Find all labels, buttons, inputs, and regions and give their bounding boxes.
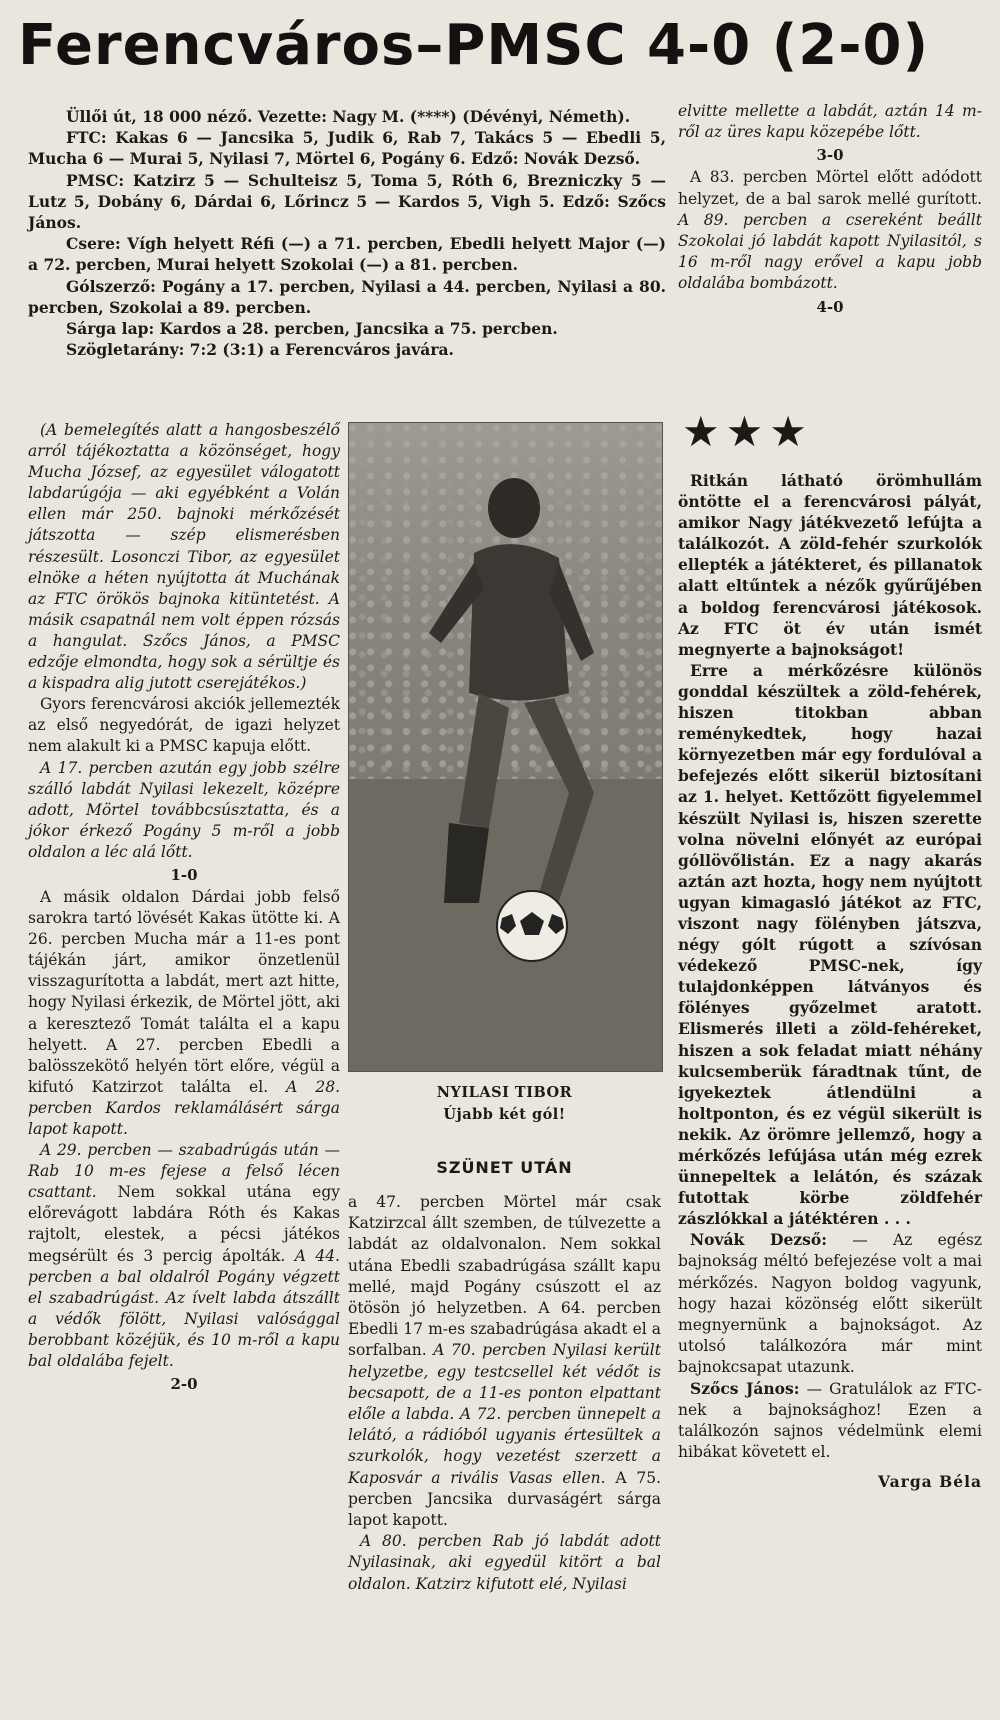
- paragraph-text: A 44. percben a bal oldalról Pogány végzett el szabadrúgást. Az ívelt labda átszállt a védők fölött, Nyilasi valósággal berobbant közéjük, és 10 m-ről a kapu bal oldalába fejelt.: [28, 1246, 340, 1371]
- article-column-2: [348, 1192, 661, 1595]
- paragraph: elvitte mellette a labdát, aztán 14 m-ről az üres kapu közepébe lőtt.: [678, 102, 982, 142]
- stats-venue: Üllői út, 18 000 néző. Vezette: Nagy M. (****) (Dévényi, Németh).: [66, 107, 631, 126]
- score-marker: 2-0: [170, 1375, 198, 1394]
- stats-ftc-lineup: FTC: Kakas 6 — Jancsika 5, Judik 6, Rab 7, Takács 5 — Ebedli 5, Mucha 6 — Murai 5, Nyilasi 7, Mörtel 6, Pogány 6. Edző: Novák Dezső.: [28, 128, 666, 169]
- caption-text: Újabb két gól!: [443, 1106, 566, 1123]
- stats-substitutions: Csere: Vígh helyett Réfi (—) a 71. percben, Ebedli helyett Major (—) a 72. percben, Murai helyett Szokolai (—) a 81. percben.: [28, 234, 666, 275]
- paragraph-text: A 70. percben Nyilasi került helyzetbe, egy testcsellel két védőt is becsapott, de a 11-es ponton elpattant előle a labda. A 72. percben ünnepelt a lelátó, a rádióból ugyanis értesültek a szurkolók, hogy vezetést szerzett a Kaposvár a rivális Vasas ellen.: [348, 1341, 661, 1487]
- stats-yellow-cards: Sárga lap: Kardos a 28. percben, Jancsika a 75. percben.: [66, 319, 558, 339]
- paragraph-text: A 89. percben a csereként beállt Szokolai jó labdát kapott Nyilasitól, s 16 m-ről nagy erővel a kapu jobb oldalába bombázott.: [678, 210, 982, 293]
- match-stats: [28, 106, 666, 360]
- paragraph: [28, 1140, 340, 1372]
- headline: Ferencváros–PMSC 4-0 (2-0): [18, 13, 930, 78]
- paragraph-text: A 83. percben Mörtel előtt adódott helyzet, de a bal sarok mellé gurított.: [678, 168, 982, 208]
- stats-corners: Szögletarány: 7:2 (3:1) a Ferencváros javára.: [66, 340, 454, 360]
- quote-speaker: Novák Dezső:: [690, 1230, 827, 1250]
- score-marker: 1-0: [170, 865, 198, 884]
- paragraph: A 17. percben azután egy jobb szélre szálló labdát Nyilasi lekezelt, középre adott, Mörtel továbbcsúsztatta, és a jókor érkező Pogány 5 m-ről a jobb oldalon a léc alá lőtt.: [28, 758, 340, 861]
- paragraph: Gyors ferencvárosi akciók jellemezték az első negyedórát, de igazi helyzet nem alakult ki a PMSC kapuja előtt.: [28, 695, 340, 756]
- stats-pmsc-lineup: PMSC: Katzirz 5 — Schulteisz 5, Toma 5, Róth 6, Brezniczky 5 — Lutz 5, Dobány 6, Dárdai 6, Lőrincz 5 — Kardos 5, Vigh 5. Edző: Szőcs János.: [28, 170, 666, 233]
- paragraph: [678, 167, 982, 294]
- article-column-3-top: [678, 101, 982, 319]
- paragraph: Ritkán látható örömhullám öntötte el a ferencvárosi pályát, amikor Nagy játékvezető lefújta a találkozót. A zöld-fehér szurkolók ellepték a játékteret, és pillanatok alatt eltűntek a nézők gyűrűjében a boldog ferencvárosi játékosok. Az FTC öt év után ismét megnyerte a bajnokságot!: [678, 471, 982, 659]
- quote-paragraph: [678, 1229, 982, 1378]
- paragraph-text: A 29. percben — szabadrúgás után — Rab 10 m-es fejese a felső lécen csattant.: [28, 1141, 340, 1202]
- quote-speaker: Szőcs János:: [690, 1379, 800, 1399]
- paragraph-text: a 47. percben Mörtel már csak Katzirzcal állt szemben, de túlvezette a labdát az oldalvonalon. Nem sokkal utána Ebedli szabadrúgása szállt kapu mellé, majd Pogány csúszott el az ötösön jó helyzetben. A 64. percben Ebedli 17 m-es szabadrúgása akadt el a sorfalban.: [348, 1193, 661, 1360]
- paragraph-text: A 28. percben Kardos reklamálásért sárga lapot kapott.: [28, 1077, 340, 1138]
- rating-stars: ★★★: [682, 407, 813, 456]
- author-byline: Varga Béla: [878, 1472, 982, 1492]
- paragraph-text: A 75. percben Jancsika durvaságért sárga lapot kapott.: [348, 1468, 662, 1530]
- player-photo: [348, 422, 663, 1072]
- score-marker: 3-0: [816, 146, 844, 165]
- paragraph: [348, 1192, 661, 1531]
- quote-text: — Gratulálok az FTC-nek a bajnoksághoz! Ezen a találkozón sajnos védelmünk elemi hibákat követett el.: [678, 1380, 982, 1462]
- quote-paragraph: [678, 1378, 982, 1463]
- football-icon: [494, 888, 570, 964]
- subhead-second-half: SZÜNET UTÁN: [436, 1158, 573, 1177]
- photo-caption: [348, 1082, 661, 1126]
- intro-paragraph: (A bemelegítés alatt a hangosbeszélő arról tájékoztatta a közönséget, hogy Mucha József, az egyesület válogatott labdarúgója — aki egyébként a Volán ellen már 250. bajnoki mérkőzését játszotta — szép elismerésben részesült. Losonczi Tibor, az egyesület elnöke a héten nyújtotta át Muchának az FTC örökös bajnoka kitüntetést. A másik csapatnál nem volt éppen rózsás a hangulat. Szőcs János, a PMSC edzője elmondta, hogy sok a sérültje és a kispadra alig jutott cserejátékos.): [28, 421, 340, 693]
- paragraph-text: Nem sokkal utána egy előrevágott labdára Róth és Kakas rajtolt, elestek, a pécsi játékos megsérült és 3 percig ápolták.: [28, 1183, 340, 1265]
- stats-scorers: Gólszerző: Pogány a 17. percben, Nyilasi a 44. percben, Nyilasi a 80. percben, Szokolai a 89. percben.: [28, 276, 666, 317]
- paragraph-text: A másik oldalon Dárdai jobb felső sarokra tartó lövését Kakas ütötte ki. A 26. percben Mucha már a 11-es pont tájékán járt, amikor önzetlenül visszagurította a labdát, mert azt hitte, hogy Nyilasi érkezik, de Mörtel jött, aki a keresztező Tomát találta el a kapu helyett. A 27. percben Ebedli a balösszekötő helyén tört előre, végül a kifutó Katzirzot találta el.: [28, 887, 340, 1096]
- paragraph: A 80. percben Rab jó labdát adott Nyilasinak, aki egyedül kitört a bal oldalon. Katzirz kifutott elé, Nyilasi: [348, 1532, 661, 1593]
- score-marker: 4-0: [816, 297, 844, 316]
- paragraph: Erre a mérkőzésre különös gonddal készültek a zöld-fehérek, hiszen titokban abban reménykedtek, hogy hazai környezetben már egy fordulóval a befejezés előtt sikerül biztosítani az 1. helyet. Kettőzött figyelemmel készült Nyilasi is, hiszen szerette volna növelni előnyét az európai góllövőlistán. Ez a nagy akarás aztán azt hozta, hogy nem nyújtott ugyan kimagasló játékot az FTC, viszont nagy fölényben játszva, négy gólt rúgott a szívósan védekező PMSC-nek, így tulajdonképpen látványos és fölényes győzelmet aratott. Elismerés illeti a zöld-fehéreket, hiszen a sok feladat miatt néhány kulcsemberük fáradtnak tűnt, de igyekeztek átlendülni a holtponton, és ez végül sikerült is nekik. Az örömre jellemző, hogy a mérkőzés lefújása után még ezrek ünnepeltek a lelátón, és százak futottak körbe zöldfehér zászlókkal a játéktéren . . .: [678, 660, 982, 1229]
- caption-name: NYILASI TIBOR: [436, 1084, 573, 1101]
- article-column-3: [678, 470, 982, 1493]
- paragraph: [28, 887, 340, 1140]
- quote-text: — Az egész bajnokság méltó befejezése volt a mai mérkőzés. Nagyon boldog vagyunk, hogy hazai közönség előtt sikerült megnyernünk a bajnokságot. Az utolsó találkozóra már mint bajnokcsapat utazunk.: [678, 1231, 983, 1376]
- article-column-1: [28, 420, 340, 1396]
